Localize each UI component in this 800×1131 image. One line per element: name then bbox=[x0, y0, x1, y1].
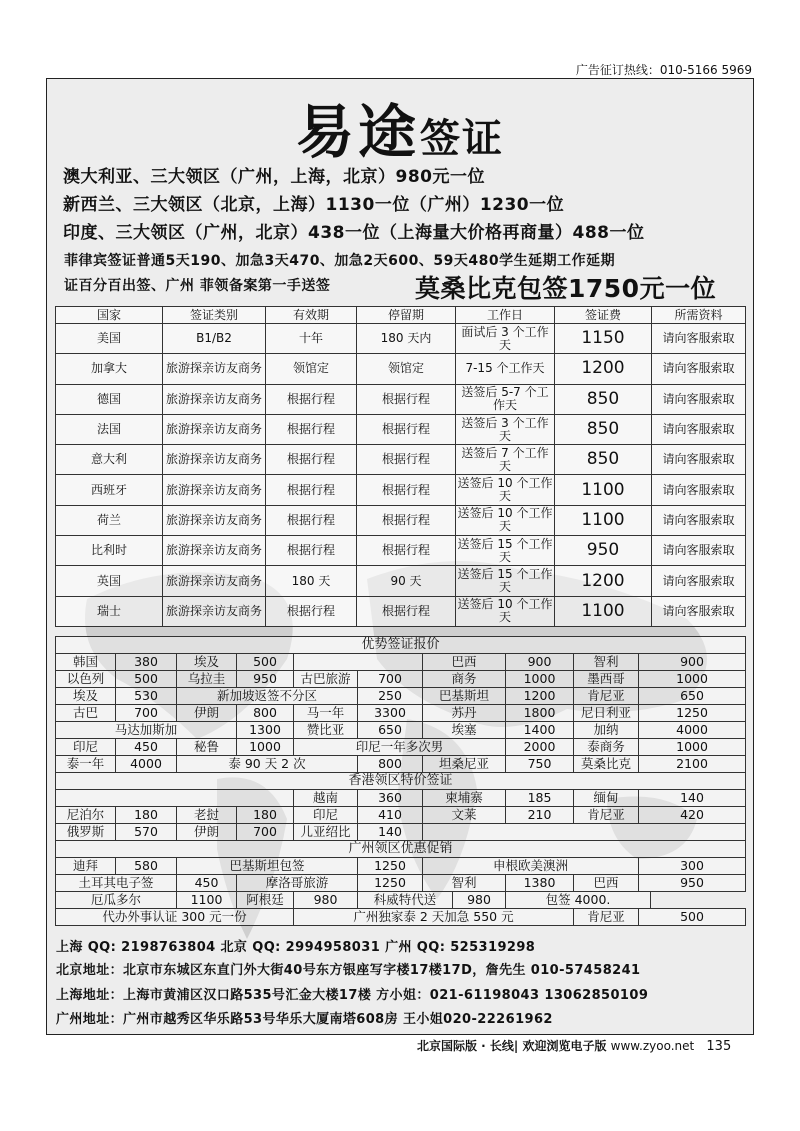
table-row bbox=[56, 756, 746, 773]
promo-australia: 澳大利亚、三大领区（广州，上海，北京）980元一位 bbox=[63, 167, 485, 187]
table-cell: 新加坡返签不分区 bbox=[177, 688, 358, 705]
table-cell: 马达加斯加 bbox=[56, 722, 237, 739]
table-row bbox=[56, 739, 746, 756]
table-cell: 智利 bbox=[574, 654, 639, 671]
column-header: 签证费 bbox=[555, 307, 652, 324]
table-cell: 请向客服索取 bbox=[652, 505, 746, 535]
column-header: 所需资料 bbox=[652, 307, 746, 324]
table-cell: 900 bbox=[506, 654, 574, 671]
page-footer bbox=[417, 1037, 731, 1054]
table-cell: 2000 bbox=[506, 739, 574, 756]
brand-suffix: 签证 bbox=[420, 116, 504, 162]
table-row bbox=[56, 909, 746, 926]
table-row bbox=[56, 505, 746, 535]
table-cell: 450 bbox=[116, 739, 177, 756]
table-cell: 送签后 10 个工作天 bbox=[456, 505, 555, 535]
table-cell: 500 bbox=[237, 654, 294, 671]
table-row bbox=[56, 445, 746, 475]
table-cell: 1000 bbox=[237, 739, 294, 756]
table-cell: 420 bbox=[639, 807, 746, 824]
table-cell: 送签后 15 个工作天 bbox=[456, 566, 555, 596]
table-cell: 请向客服索取 bbox=[652, 536, 746, 566]
table-cell: 肯尼亚 bbox=[574, 909, 639, 926]
table-cell: 旅游探亲访友商务 bbox=[163, 384, 266, 414]
table-cell: 950 bbox=[639, 875, 746, 892]
table-cell: 410 bbox=[358, 807, 423, 824]
section-heading: 优势签证报价 bbox=[56, 637, 746, 654]
table-cell: 根据行程 bbox=[357, 414, 456, 444]
table-cell: 加纳 bbox=[574, 722, 639, 739]
table-cell bbox=[56, 790, 294, 807]
table-cell: 950 bbox=[555, 536, 652, 566]
table-row bbox=[56, 875, 746, 892]
table-cell: 800 bbox=[237, 705, 294, 722]
table-cell: 送签后 10 个工作天 bbox=[456, 596, 555, 626]
table-cell: 请向客服索取 bbox=[652, 475, 746, 505]
table-cell: 英国 bbox=[56, 566, 163, 596]
table-cell: 迪拜 bbox=[56, 858, 116, 875]
table-row bbox=[56, 536, 746, 566]
table-cell: 申根欧美澳洲 bbox=[423, 858, 639, 875]
table-cell: 185 bbox=[506, 790, 574, 807]
table-cell: 送签后 10 个工作天 bbox=[456, 475, 555, 505]
table-cell: 代办外事认证 300 元一份 bbox=[56, 909, 294, 926]
table-cell: 980 bbox=[294, 892, 358, 909]
table-cell: 送签后 5-7 个工作天 bbox=[456, 384, 555, 414]
table-cell: 1400 bbox=[506, 722, 574, 739]
table-cell: 印尼 bbox=[56, 739, 116, 756]
table-cell: 尼日利亚 bbox=[574, 705, 639, 722]
section-heading: 香港领区特价签证 bbox=[56, 773, 746, 790]
table-cell: 伊朗 bbox=[177, 705, 237, 722]
section-heading: 广州领区优惠促销 bbox=[56, 841, 746, 858]
table-cell: 秘鲁 bbox=[177, 739, 237, 756]
table-cell: 根据行程 bbox=[266, 414, 357, 444]
table-cell: 700 bbox=[237, 824, 294, 841]
footer-website-link[interactable]: www.zyoo.net bbox=[610, 1039, 695, 1053]
table-row bbox=[56, 841, 746, 858]
table-cell: 老挝 bbox=[177, 807, 237, 824]
table-cell: 1250 bbox=[358, 858, 423, 875]
column-header: 工作日 bbox=[456, 307, 555, 324]
brand-title bbox=[47, 85, 753, 169]
table-cell: 赞比亚 bbox=[294, 722, 358, 739]
page-number: 135 bbox=[706, 1039, 732, 1054]
table-cell: 根据行程 bbox=[357, 384, 456, 414]
table-cell: 埃及 bbox=[56, 688, 116, 705]
table-cell: 德国 bbox=[56, 384, 163, 414]
guangzhou-address: 广州地址：广州市越秀区华乐路53号华乐大厦南塔608房 王小姐020-22261962 bbox=[56, 1012, 553, 1027]
table-cell: 580 bbox=[116, 858, 177, 875]
footer-section: 北京国际版 · 长线| 欢迎浏览电子版 bbox=[417, 1039, 607, 1053]
table-cell: 850 bbox=[555, 384, 652, 414]
table-cell: 巴西 bbox=[423, 654, 506, 671]
promo-newzealand: 新西兰、三大领区（北京，上海）1130一位（广州）1230一位 bbox=[63, 195, 565, 215]
table-cell: 650 bbox=[358, 722, 423, 739]
table-cell: 埃及 bbox=[177, 654, 237, 671]
table-row bbox=[56, 824, 746, 841]
table-cell: 肯尼亚 bbox=[574, 688, 639, 705]
table-cell: 180 天 bbox=[266, 566, 357, 596]
table-cell: 古巴旅游 bbox=[294, 671, 358, 688]
table-cell: 旅游探亲访友商务 bbox=[163, 414, 266, 444]
table-cell: 650 bbox=[639, 688, 746, 705]
visa-price-table bbox=[55, 306, 746, 627]
table-cell: 1100 bbox=[555, 596, 652, 626]
table-row bbox=[56, 807, 746, 824]
table-row bbox=[56, 790, 746, 807]
table-cell: 面试后 3 个工作天 bbox=[456, 324, 555, 354]
table-cell: 儿亚绍比 bbox=[294, 824, 358, 841]
advantage-price-table bbox=[55, 636, 746, 926]
table-cell: 210 bbox=[506, 807, 574, 824]
table-row bbox=[56, 475, 746, 505]
table-row bbox=[56, 773, 746, 790]
table-row bbox=[56, 705, 746, 722]
table-cell: 请向客服索取 bbox=[652, 596, 746, 626]
table-cell: 根据行程 bbox=[357, 536, 456, 566]
column-header: 国家 bbox=[56, 307, 163, 324]
table-cell: 1100 bbox=[177, 892, 237, 909]
table-cell: 以色列 bbox=[56, 671, 116, 688]
table-cell bbox=[294, 654, 423, 671]
table-cell: 750 bbox=[506, 756, 574, 773]
table-cell: 瑞士 bbox=[56, 596, 163, 626]
table-cell: 印尼 bbox=[294, 807, 358, 824]
table-cell: 根据行程 bbox=[266, 475, 357, 505]
table-cell: 古巴 bbox=[56, 705, 116, 722]
table-cell: 马一年 bbox=[294, 705, 358, 722]
table-cell: 阿根廷 bbox=[237, 892, 294, 909]
table-cell: 俄罗斯 bbox=[56, 824, 116, 841]
table-row bbox=[56, 354, 746, 384]
table-cell: 泰商务 bbox=[574, 739, 639, 756]
table-row bbox=[56, 414, 746, 444]
table-cell: 肯尼亚 bbox=[574, 807, 639, 824]
table-cell: 科威特代送 bbox=[358, 892, 453, 909]
table-cell: 厄瓜多尔 bbox=[56, 892, 177, 909]
table-cell: 140 bbox=[358, 824, 423, 841]
brand-name: 易途 bbox=[295, 98, 420, 166]
table-cell: 1800 bbox=[506, 705, 574, 722]
table-cell: 1000 bbox=[639, 739, 746, 756]
table-cell: 1150 bbox=[555, 324, 652, 354]
table-cell: 570 bbox=[116, 824, 177, 841]
table-cell: 墨西哥 bbox=[574, 671, 639, 688]
table-cell: 1250 bbox=[358, 875, 423, 892]
table-cell: 巴基斯坦包签 bbox=[177, 858, 358, 875]
table-cell: 140 bbox=[639, 790, 746, 807]
table-cell: 法国 bbox=[56, 414, 163, 444]
table-cell: 印尼一年多次男 bbox=[294, 739, 506, 756]
table-cell: 广州独家泰 2 天加急 550 元 bbox=[294, 909, 574, 926]
table-cell: 越南 bbox=[294, 790, 358, 807]
table-cell: 1100 bbox=[555, 505, 652, 535]
table-cell: 800 bbox=[358, 756, 423, 773]
table-cell: 泰一年 bbox=[56, 756, 116, 773]
table-cell: 莫桑比克 bbox=[574, 756, 639, 773]
table-row bbox=[56, 654, 746, 671]
table-cell: 1000 bbox=[639, 671, 746, 688]
table-row bbox=[56, 384, 746, 414]
table-cell: 缅甸 bbox=[574, 790, 639, 807]
table-cell: 美国 bbox=[56, 324, 163, 354]
table-cell: 摩洛哥旅游 bbox=[237, 875, 358, 892]
table-cell: 1200 bbox=[555, 354, 652, 384]
table-cell: 请向客服索取 bbox=[652, 445, 746, 475]
table-cell: 950 bbox=[237, 671, 294, 688]
table-cell: 500 bbox=[116, 671, 177, 688]
table-row bbox=[56, 671, 746, 688]
table-cell: 请向客服索取 bbox=[652, 384, 746, 414]
table-cell: 450 bbox=[177, 875, 237, 892]
table-row bbox=[56, 722, 746, 739]
promo-india: 印度、三大领区（广州，北京）438一位（上海量大价格再商量）488一位 bbox=[63, 223, 645, 243]
table-row bbox=[56, 324, 746, 354]
table-cell: 250 bbox=[358, 688, 423, 705]
table-cell: 1300 bbox=[237, 722, 294, 739]
table-cell: 旅游探亲访友商务 bbox=[163, 354, 266, 384]
table-cell: 坦桑尼亚 bbox=[423, 756, 506, 773]
table-cell: 980 bbox=[453, 892, 506, 909]
table-cell: 1380 bbox=[506, 875, 574, 892]
table-row bbox=[56, 637, 746, 654]
column-header: 签证类别 bbox=[163, 307, 266, 324]
table-cell: 旅游探亲访友商务 bbox=[163, 536, 266, 566]
table-cell: 根据行程 bbox=[357, 505, 456, 535]
table-cell: 180 bbox=[237, 807, 294, 824]
table-row bbox=[56, 596, 746, 626]
table-row bbox=[56, 566, 746, 596]
table-cell: 500 bbox=[639, 909, 746, 926]
table-cell: 4000 bbox=[116, 756, 177, 773]
qq-contacts: 上海 QQ: 2198763804 北京 QQ: 2994958031 广州 QQ: 525319298 bbox=[56, 940, 536, 955]
table-cell: 旅游探亲访友商务 bbox=[163, 445, 266, 475]
table-row bbox=[56, 688, 746, 705]
table-cell: 700 bbox=[358, 671, 423, 688]
table-cell: 商务 bbox=[423, 671, 506, 688]
table-cell: 300 bbox=[639, 858, 746, 875]
table-cell: 根据行程 bbox=[357, 596, 456, 626]
table-cell: 180 天内 bbox=[357, 324, 456, 354]
table-cell: 土耳其电子签 bbox=[56, 875, 177, 892]
table-cell: 根据行程 bbox=[357, 445, 456, 475]
table-cell: 加拿大 bbox=[56, 354, 163, 384]
table-cell: 十年 bbox=[266, 324, 357, 354]
table-cell: 尼泊尔 bbox=[56, 807, 116, 824]
table-cell: 巴基斯坦 bbox=[423, 688, 506, 705]
table-cell: 根据行程 bbox=[266, 384, 357, 414]
table-cell: 根据行程 bbox=[266, 505, 357, 535]
table-cell: 请向客服索取 bbox=[652, 566, 746, 596]
table-cell: 送签后 3 个工作天 bbox=[456, 414, 555, 444]
table-cell: 1200 bbox=[506, 688, 574, 705]
table-cell: 旅游探亲访友商务 bbox=[163, 566, 266, 596]
table-cell: 1200 bbox=[555, 566, 652, 596]
table-cell: 请向客服索取 bbox=[652, 354, 746, 384]
promo-philippines: 菲律宾签证普通5天190、加急3天470、加急2天600、59天480学生延期工作延期 bbox=[64, 253, 616, 269]
table-cell: 韩国 bbox=[56, 654, 116, 671]
table-cell: 文莱 bbox=[423, 807, 506, 824]
table-cell bbox=[423, 824, 746, 841]
table-cell: 智利 bbox=[423, 875, 506, 892]
table-cell: 旅游探亲访友商务 bbox=[163, 596, 266, 626]
table-cell: 伊朗 bbox=[177, 824, 237, 841]
table-cell: 700 bbox=[116, 705, 177, 722]
shanghai-address: 上海地址：上海市黄浦区汉口路535号汇金大楼17楼 方小姐：021-61198043 13062850109 bbox=[56, 988, 649, 1003]
table-cell: 380 bbox=[116, 654, 177, 671]
table-cell: 3300 bbox=[358, 705, 423, 722]
visa-advertisement bbox=[46, 78, 754, 1035]
promo-philippines-2: 证百分百出签、广州 菲领备案第一手送签 bbox=[64, 278, 331, 294]
table-cell: 旅游探亲访友商务 bbox=[163, 505, 266, 535]
promo-mozambique: 莫桑比克包签1750元一位 bbox=[415, 274, 717, 303]
table-cell: 2100 bbox=[639, 756, 746, 773]
table-cell: 泰 90 天 2 次 bbox=[177, 756, 358, 773]
table-cell: 柬埔寨 bbox=[423, 790, 506, 807]
table-cell: 意大利 bbox=[56, 445, 163, 475]
table-cell: 乌拉圭 bbox=[177, 671, 237, 688]
table-cell: 1100 bbox=[555, 475, 652, 505]
table-cell: 送签后 15 个工作天 bbox=[456, 536, 555, 566]
table-cell: 1000 bbox=[506, 671, 574, 688]
table-cell: 850 bbox=[555, 445, 652, 475]
table-cell: 900 bbox=[639, 654, 746, 671]
table-cell: 7-15 个工作天 bbox=[456, 354, 555, 384]
table-cell: 苏丹 bbox=[423, 705, 506, 722]
table-cell: 90 天 bbox=[357, 566, 456, 596]
table-cell: 比利时 bbox=[56, 536, 163, 566]
table-cell: 领馆定 bbox=[266, 354, 357, 384]
table-cell: 领馆定 bbox=[357, 354, 456, 384]
table-cell: 埃塞 bbox=[423, 722, 506, 739]
table-cell: 根据行程 bbox=[357, 475, 456, 505]
table-cell: 请向客服索取 bbox=[652, 414, 746, 444]
table-cell: 荷兰 bbox=[56, 505, 163, 535]
table-cell: 530 bbox=[116, 688, 177, 705]
ad-hotline: 广告征订热线：010-5166 5969 bbox=[575, 63, 752, 77]
table-row bbox=[56, 858, 746, 875]
table-cell: 巴西 bbox=[574, 875, 639, 892]
table-cell: 根据行程 bbox=[266, 445, 357, 475]
table-cell: 西班牙 bbox=[56, 475, 163, 505]
table-cell: 包签 4000. bbox=[506, 892, 651, 909]
table-cell: 4000 bbox=[639, 722, 746, 739]
table-cell: 180 bbox=[116, 807, 177, 824]
table-row bbox=[56, 892, 746, 909]
table-cell: 360 bbox=[358, 790, 423, 807]
table-cell: 850 bbox=[555, 414, 652, 444]
table-cell: B1/B2 bbox=[163, 324, 266, 354]
column-header: 停留期 bbox=[357, 307, 456, 324]
column-header: 有效期 bbox=[266, 307, 357, 324]
table-cell: 请向客服索取 bbox=[652, 324, 746, 354]
table-cell: 根据行程 bbox=[266, 536, 357, 566]
beijing-address: 北京地址：北京市东城区东直门外大街40号东方银座写字楼17楼17D，詹先生 010-57458241 bbox=[56, 963, 641, 978]
table-cell: 送签后 7 个工作天 bbox=[456, 445, 555, 475]
table-cell: 根据行程 bbox=[266, 596, 357, 626]
table-cell: 旅游探亲访友商务 bbox=[163, 475, 266, 505]
table-cell: 1250 bbox=[639, 705, 746, 722]
